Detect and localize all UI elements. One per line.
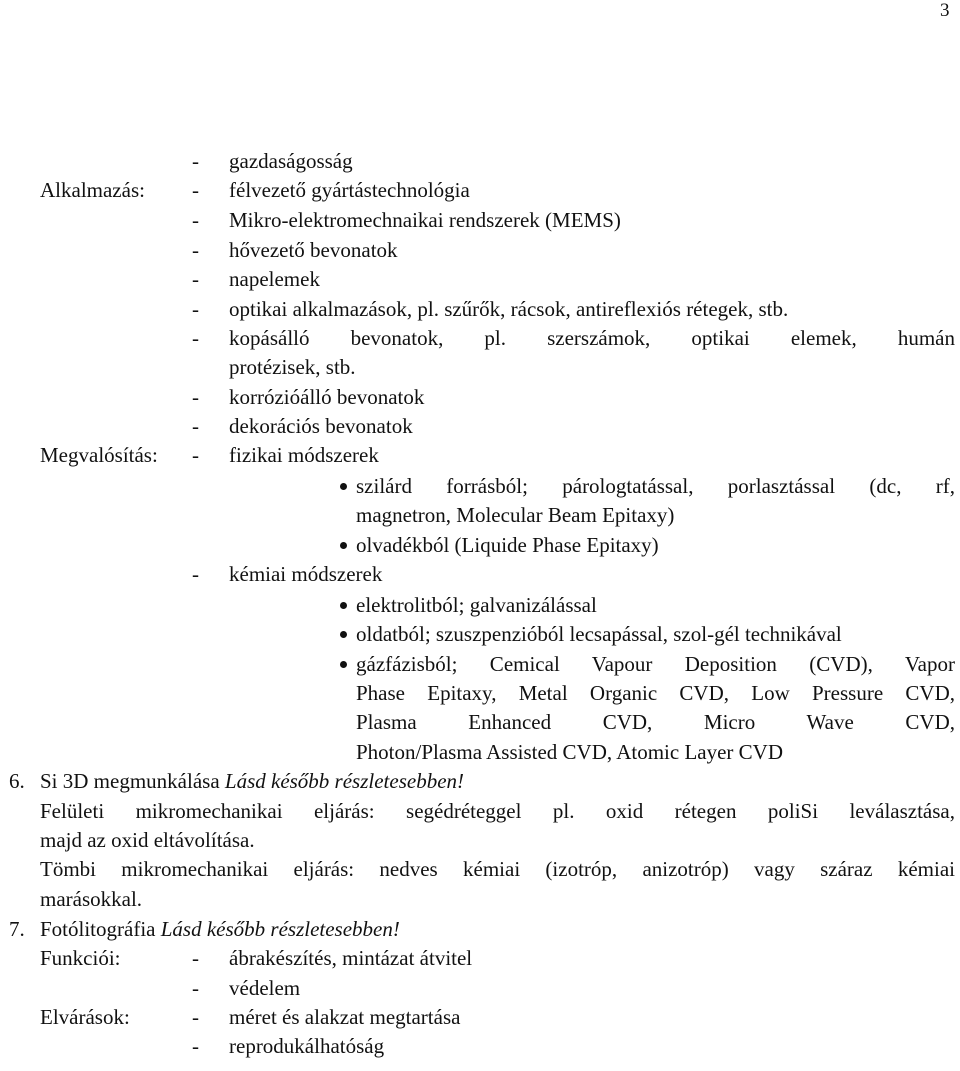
bullet-icon [340, 661, 347, 668]
alkalmazas-label: Alkalmazás: [40, 178, 145, 202]
feluleti-paragraph: Felületi mikromechanikai eljárás: segédréteggel pl. oxid rétegen poliSi leválasztása, [40, 799, 955, 823]
dash: - [192, 443, 199, 467]
app-item-7: korrózióálló bevonatok [229, 385, 425, 409]
app-item-3: hővezető bevonatok [229, 238, 398, 262]
fizikai-bullet-2: olvadékból (Liquide Phase Epitaxy) [356, 533, 659, 557]
tombi-paragraph-continued: marásokkal. [40, 887, 143, 911]
bullet-icon [340, 542, 347, 549]
feluleti-paragraph-continued: majd az oxid eltávolítása. [40, 828, 255, 852]
bullet-icon [340, 483, 347, 490]
page-number: 3 [940, 0, 950, 21]
kemiai-bullet-3-line-3: Plasma Enhanced CVD, Micro Wave CVD, [356, 710, 955, 734]
section-7-title: Fotólitográfia [40, 917, 156, 941]
bullet-icon [340, 602, 347, 609]
section-6-number: 6. [9, 769, 25, 793]
megvalositas-label: Megvalósítás: [40, 443, 158, 467]
app-item-2: Mikro-elektromechnaikai rendszerek (MEMS) [229, 208, 621, 232]
section-7-reference: Lásd később részletesebben! [160, 917, 400, 941]
dash: - [192, 385, 199, 409]
dash: - [192, 414, 199, 438]
kemiai-bullet-1: elektrolitból; galvanizálással [356, 593, 597, 617]
dash: - [192, 208, 199, 232]
funkcioi-item-1: ábrakészítés, mintázat átvitel [229, 946, 473, 970]
dash: - [192, 946, 199, 970]
fizikai-bullet-1-continued: magnetron, Molecular Beam Epitaxy) [356, 503, 675, 527]
kemiai-bullet-3: gázfázisból; Cemical Vapour Deposition (CVD), Vapor [356, 652, 955, 676]
section-7-heading [40, 917, 400, 942]
dash: - [192, 267, 199, 291]
app-item-4: napelemek [229, 267, 320, 291]
bullet-icon [340, 631, 347, 638]
section-7-number: 7. [9, 917, 25, 941]
dash: - [192, 178, 199, 202]
kemiai-bullet-3-line-4: Photon/Plasma Assisted CVD, Atomic Layer CVD [356, 740, 783, 764]
dash: - [192, 976, 199, 1000]
funkcioi-label: Funkciói: [40, 946, 121, 970]
app-item-1: félvezető gyártástechnológia [229, 178, 470, 202]
fizikai-heading: fizikai módszerek [229, 443, 379, 467]
app-item-8: dekorációs bevonatok [229, 414, 413, 438]
dash: - [192, 1034, 199, 1058]
elvarasok-item-2: reprodukálhatóság [229, 1034, 385, 1058]
dash: - [192, 1005, 199, 1029]
section-6-heading [40, 769, 464, 794]
app-item-0: gazdaságosság [229, 149, 353, 173]
dash: - [192, 238, 199, 262]
funkcioi-item-2: védelem [229, 976, 301, 1000]
dash: - [192, 562, 199, 586]
kemiai-heading: kémiai módszerek [229, 562, 383, 586]
tombi-paragraph: Tömbi mikromechanikai eljárás: nedves kémiai (izotróp, anizotróp) vagy száraz kémiai [40, 857, 955, 881]
dash: - [192, 149, 199, 173]
elvarasok-item-1: méret és alakzat megtartása [229, 1005, 461, 1029]
app-item-6-continued: protézisek, stb. [229, 355, 356, 379]
kemiai-bullet-3-line-2: Phase Epitaxy, Metal Organic CVD, Low Pressure CVD, [356, 681, 955, 705]
kemiai-bullet-2: oldatból; szuszpenzióból lecsapással, szol-gél technikával [356, 622, 842, 646]
elvarasok-label: Elvárások: [40, 1005, 130, 1029]
section-6-title: Si 3D megmunkálása [40, 769, 220, 793]
section-6-reference: Lásd később részletesebben! [224, 769, 465, 793]
dash: - [192, 326, 199, 350]
fizikai-bullet-1: szilárd forrásból; párologtatással, porlasztással (dc, rf, [356, 474, 955, 498]
app-item-5: optikai alkalmazások, pl. szűrők, rácsok, antireflexiós rétegek, stb. [229, 297, 789, 321]
app-item-6: kopásálló bevonatok, pl. szerszámok, optikai elemek, humán [229, 326, 955, 350]
dash: - [192, 297, 199, 321]
